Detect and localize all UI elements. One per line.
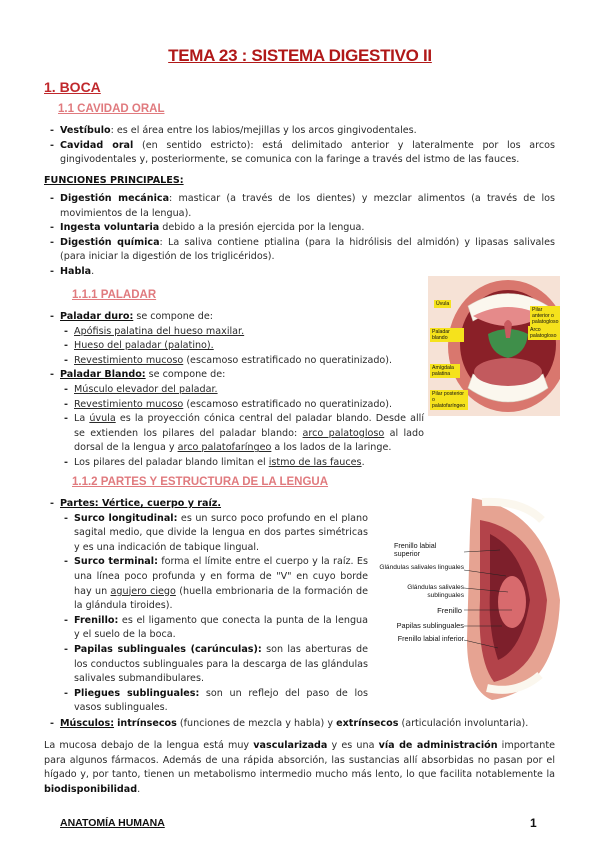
term-frenillo: Frenillo:: [74, 614, 119, 626]
definition-text: .: [91, 265, 95, 277]
boca-list: [50, 124, 555, 168]
label-glandulas-linguales: Glándulas salivales linguales: [379, 564, 464, 571]
term-digestion-quimica: Digestión química: [60, 236, 160, 248]
item-term: agujero ciego: [110, 585, 176, 597]
term-vascularizada: vascularizada: [253, 740, 328, 751]
list-item: [50, 614, 368, 643]
label-pilar-anterior: Pilar anterior o palatogloso: [532, 307, 559, 325]
label-pilar-posterior: Pilar posterior o palatofaríngeo: [430, 390, 468, 410]
list-item: [50, 192, 555, 221]
term-partes: Partes: Vértice, cuerpo y raíz.: [60, 498, 222, 509]
item-text: es la proyección cónica central del paladar blando. Desde allí se extienden los pilares del paladar blando:: [74, 413, 424, 439]
list-item: [50, 354, 422, 369]
label-glandulas-sublinguales: Glándulas salivales sublinguales: [407, 584, 464, 599]
definition-text: es un surco poco profundo en el plano sagital medio, que divide la lengua en dos partes simétricas y es una indicación de tabique lingual.: [74, 512, 368, 553]
label-arco-palatogloso: Arco palatogloso: [528, 326, 560, 340]
item-text: (escamoso estratificado no queratinizado).: [183, 354, 393, 366]
definition-text: forma el límite entre el cuerpo y la raíz. Es una línea poco profunda y en forma de "V" en cuyo borde hay un: [74, 556, 368, 597]
item-term: istmo de las fauces: [268, 456, 362, 468]
item-text: a los lados de la laringe.: [271, 442, 392, 454]
palate-figure: [428, 276, 560, 416]
label-uvula: Úvula: [436, 301, 450, 307]
paragraph-text: La mucosa debajo de la lengua está muy: [44, 740, 254, 751]
term-musculos: Músculos:: [60, 718, 115, 729]
list-item: [50, 339, 422, 354]
term-habla: Habla: [60, 265, 92, 277]
item-text: .: [361, 456, 365, 468]
list-item: [50, 236, 555, 265]
definition-text: (huella embrionaria de la formación de la glándula tiroides).: [74, 585, 368, 612]
list-item: [50, 221, 555, 236]
item-text: Hueso del paladar (palatino).: [74, 340, 214, 352]
definition-text: (en sentido estricto): está delimitado anterior y lateralmente por los arcos gingivodentales y, posteriormente, se comunica con la faringe a través del istmo de las fauces.: [60, 139, 555, 166]
term-vestibulo: Vestíbulo: [60, 125, 111, 136]
page-number: 1: [530, 816, 537, 830]
paragraph-text: y es una: [327, 740, 379, 751]
label-frenillo-labial-superior: Frenillo labial superior: [394, 541, 437, 558]
term-via-administracion: vía de administración: [378, 740, 498, 751]
label-amigdala: Amígdala palatina: [430, 364, 460, 378]
paladar-list: [50, 310, 422, 471]
list-item: [50, 687, 368, 716]
term-biodisponibilidad: biodisponibilidad: [44, 783, 138, 795]
item-term: úvula: [89, 413, 116, 425]
funciones-heading: FUNCIONES PRINCIPALES:: [44, 175, 184, 186]
item-text: La: [74, 413, 90, 425]
definition-text: : es el área entre los labios/mejillas y los arcos gingivodentales.: [110, 125, 417, 136]
definition-text: son un reflejo del paso de los vasos sublinguales.: [74, 687, 369, 714]
item-term: Revestimiento mucoso: [74, 398, 184, 410]
term-ingesta-voluntaria: Ingesta voluntaria: [60, 222, 160, 234]
subsection-heading-paladar: 1.1.1 PALADAR: [72, 289, 157, 301]
funciones-list: [50, 192, 555, 280]
list-item: [50, 643, 368, 687]
item-text: al lado dorsal de la lengua y: [74, 427, 424, 454]
term-extrinsecos: extrínsecos: [336, 718, 399, 729]
list-item: [50, 555, 368, 613]
list-item: [50, 412, 424, 456]
musculos-list: [50, 717, 555, 732]
definition-text: debido a la presión ejercida por la lengua.: [159, 222, 365, 234]
item-text: (funciones de mezcla y habla) y: [176, 718, 337, 729]
section-heading-boca: 1. BOCA: [44, 79, 101, 95]
footer-course-name: ANATOMÍA HUMANA: [60, 817, 165, 829]
list-item: [50, 717, 555, 732]
term-cavidad-oral: Cavidad oral: [60, 139, 134, 151]
definition-text: son las aberturas de los conductos sublinguales para la descarga de las glándulas salivales submandibulares.: [74, 643, 368, 685]
page-title: TEMA 23 : SISTEMA DIGESTIVO II: [168, 46, 432, 65]
definition-text: : masticar (a través de los dientes) y mezclar alimentos (a través de los movimientos de la lengua).: [60, 193, 555, 219]
item-text: Músculo elevador del paladar.: [74, 383, 218, 395]
list-item: [50, 139, 555, 168]
definition-text: es el ligamento que conecta la punta de la lengua y el suelo de la boca.: [74, 614, 368, 641]
lengua-list: [50, 497, 368, 716]
item-term: arco palatogloso: [302, 427, 385, 439]
subsection-heading-lengua: 1.1.2 PARTES Y ESTRUCTURA DE LA LENGUA: [72, 476, 329, 488]
definition-text: se compone de:: [133, 311, 213, 322]
list-item: [50, 383, 422, 398]
list-item: [50, 325, 422, 340]
term-surco-longitudinal: Surco longitudinal:: [74, 512, 178, 524]
term-digestion-mecanica: Digestión mecánica: [60, 193, 170, 204]
label-papilas-sublinguales: Papilas sublinguales: [396, 621, 464, 630]
label-frenillo: Frenillo: [437, 606, 462, 615]
list-item: [50, 456, 422, 471]
list-item: [50, 368, 422, 383]
term-surco-terminal: Surco terminal:: [74, 556, 158, 568]
term-pliegues-sublinguales: Pliegues sublinguales:: [74, 687, 200, 699]
label-frenillo-labial-inferior: Frenillo labial inferior: [397, 634, 464, 643]
list-item: [50, 398, 422, 413]
term-paladar-blando: Paladar Blando:: [60, 369, 146, 381]
definition-text: : La saliva contiene ptialina (para la hidrólisis del almidón) y lipasas salivales (para iniciar la digestión de los triglicéridos).: [60, 236, 555, 263]
paragraph-text: .: [137, 783, 141, 795]
list-item: [50, 512, 368, 556]
paragraph-text: importante para algunos fármacos. Además de una rápida absorción, las sustancias allí absorbidas no pasan por el hígado y, por tanto, tienen un metabolismo intermedio mucho más lento, lo que facilita notablemente la: [44, 740, 555, 781]
term-intrinsecos: intrínsecos: [117, 718, 177, 729]
closing-paragraph: [44, 739, 555, 797]
list-item: [50, 124, 555, 139]
item-text: (articulación involuntaria).: [398, 718, 529, 729]
item-text: Los pilares del paladar blando limitan el: [74, 456, 269, 468]
subsection-heading-cavidad-oral: 1.1 CAVIDAD ORAL: [58, 103, 165, 115]
list-item: [50, 310, 422, 325]
tongue-figure: [372, 490, 562, 702]
definition-text: se compone de:: [145, 369, 226, 381]
item-term: arco palatofaríngeo: [177, 442, 272, 454]
term-paladar-duro: Paladar duro:: [60, 311, 134, 322]
term-papilas-sublinguales: Papilas sublinguales (carúnculas):: [74, 643, 262, 655]
list-item: [50, 497, 368, 512]
item-text: Apófisis palatina del hueso maxilar.: [74, 325, 245, 337]
label-paladar-blando: Paladar blando: [430, 328, 464, 342]
item-text: (escamoso estratificado no queratinizado).: [183, 398, 393, 410]
item-term: Revestimiento mucoso: [74, 354, 184, 366]
